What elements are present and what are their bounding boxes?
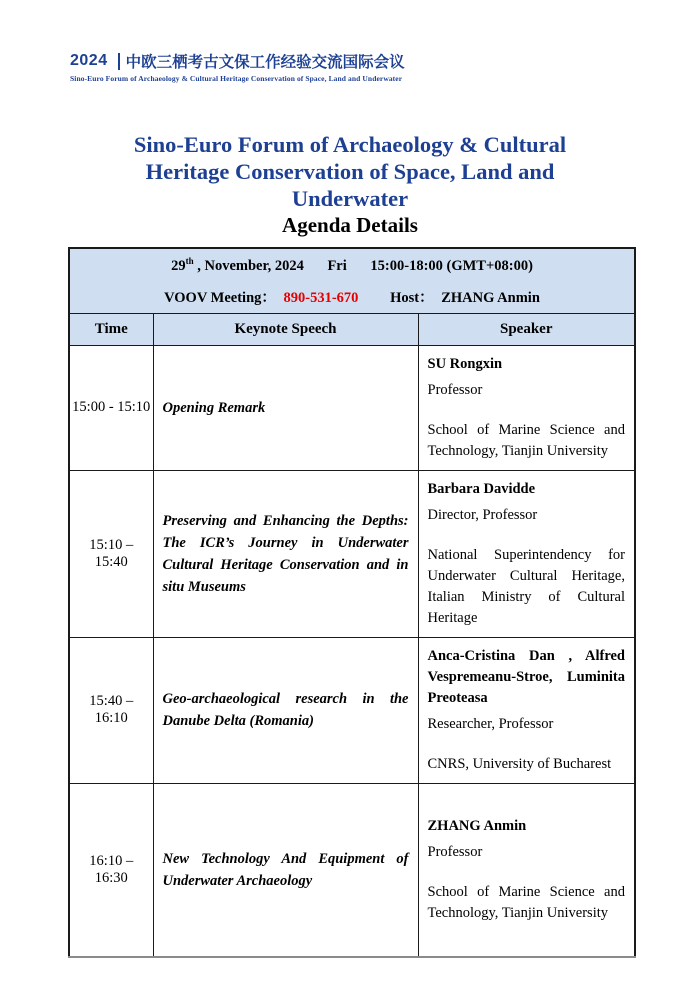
speaker-name: ZHANG Anmin: [427, 818, 527, 835]
speech-cell: Opening Remark: [153, 345, 418, 470]
meeting-id: 890-531-670: [283, 289, 359, 306]
agenda-table: [68, 247, 636, 958]
speech-cell: New Technology And Equipment of Underwater Archaeology: [153, 783, 418, 957]
forum-title-line-3: Underwater: [291, 186, 409, 211]
logo-subtitle-english: Sino-Euro Forum of Archaeology & Cultural Heritage Conservation of Space, Land and Underwater: [70, 74, 403, 83]
session-time-range: 15:00-18:00 (GMT+08:00): [370, 257, 533, 274]
speaker-affiliation: CNRS, University of Bucharest: [427, 755, 612, 772]
logo-year: 2024: [70, 52, 108, 69]
speaker-affiliation: School of Marine Science and Technology, Tianjin University: [427, 421, 625, 459]
speaker-cell: [418, 470, 635, 637]
time-cell: 15:10 – 15:40: [69, 470, 153, 637]
session-meeting-line: [74, 286, 630, 307]
speaker-name: Barbara Davidde: [427, 480, 536, 497]
session-info-row: [69, 248, 635, 313]
agenda-row-new-technology: [69, 783, 635, 957]
time-cell: 16:10 – 16:30: [69, 783, 153, 957]
conference-logo: [70, 50, 405, 83]
speaker-role: Director, Professor: [427, 506, 538, 523]
column-header-time: Time: [69, 313, 153, 345]
host-label: Host：: [390, 289, 434, 306]
session-date: 29th , November, 2024: [171, 256, 304, 274]
speaker-role: Professor: [427, 844, 483, 861]
speaker-role: Professor: [427, 381, 483, 398]
session-weekday: Fri: [327, 257, 347, 274]
forum-title-line-1: Sino-Euro Forum of Archaeology & Cultural: [133, 132, 567, 157]
speaker-name: Anca-Cristina Dan , Alfred Vespremeanu-Stroe, Luminita Preoteasa: [427, 647, 625, 706]
column-header-speaker: Speaker: [418, 313, 635, 345]
logo-divider-bar: [118, 53, 120, 70]
column-header-keynote-speech: Keynote Speech: [153, 313, 418, 345]
speaker-affiliation: National Superintendency for Underwater Cultural Heritage, Italian Ministry of Cultural Heritage: [427, 546, 625, 626]
forum-title: [0, 131, 700, 212]
forum-title-line-2: Heritage Conservation of Space, Land and: [145, 159, 555, 184]
time-cell: 15:40 – 16:10: [69, 637, 153, 783]
column-header-row: [69, 313, 635, 345]
speech-cell: Geo-archaeological research in the Danube Delta (Romania): [153, 637, 418, 783]
meeting-label: VOOV Meeting：: [164, 289, 276, 306]
speaker-cell: [418, 345, 635, 470]
agenda-details-heading: Agenda Details: [282, 213, 418, 237]
session-info-header: [69, 248, 635, 313]
time-cell: 15:00 - 15:10: [69, 345, 153, 470]
agenda-row-preserving-depths: [69, 470, 635, 637]
host-name: ZHANG Anmin: [441, 289, 540, 306]
speaker-affiliation: School of Marine Science and Technology, Tianjin University: [427, 884, 625, 922]
speaker-cell: [418, 783, 635, 957]
speech-cell: Preserving and Enhancing the Depths: The ICR’s Journey in Underwater Cultural Heritage Conservation and in situ Museums: [153, 470, 418, 637]
logo-title-chinese: 中欧三栖考古文保工作经验交流国际会议: [125, 54, 405, 71]
agenda-row-danube-delta: [69, 637, 635, 783]
speaker-role: Researcher, Professor: [427, 715, 554, 732]
session-date-line: [74, 256, 630, 275]
agenda-row-opening-remark: [69, 345, 635, 470]
speaker-cell: [418, 637, 635, 783]
logo-main-line: [70, 50, 405, 72]
speaker-name: SU Rongxin: [427, 355, 503, 372]
